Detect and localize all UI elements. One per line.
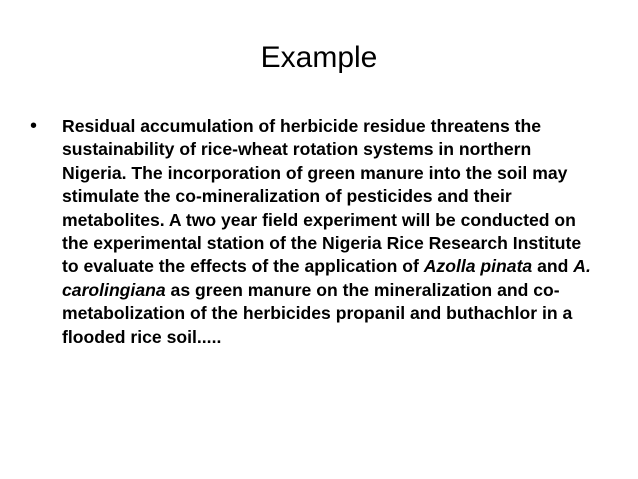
slide-title: Example [260,41,378,74]
paragraph-text-part3: as green manure on the mineralization and co-metabolization of the herbicides propanil and buthachlor in a flooded rice soil..... [62,279,573,347]
species-name-a-carolingiana: A. carolingiana [62,256,591,300]
paragraph-text-part1: Residual accumulation of herbicide residue threatens the sustainability of rice-wheat rotation systems in northern Nigeria. The incorporation of green manure into the soil may stimulate the co-mineralization of pesticides and their metabolites. A two year field experiment will be conducted on the experimental station of the Nigeria Rice Research Institute to evaluate the effects of the application of [62,116,582,277]
bullet-paragraph [62,115,600,349]
bullet-icon: • [30,115,38,137]
bullet-item [30,115,600,349]
species-name-azolla-pinata: Azolla pinata [423,256,533,277]
paragraph-text-part2: and [532,256,574,277]
